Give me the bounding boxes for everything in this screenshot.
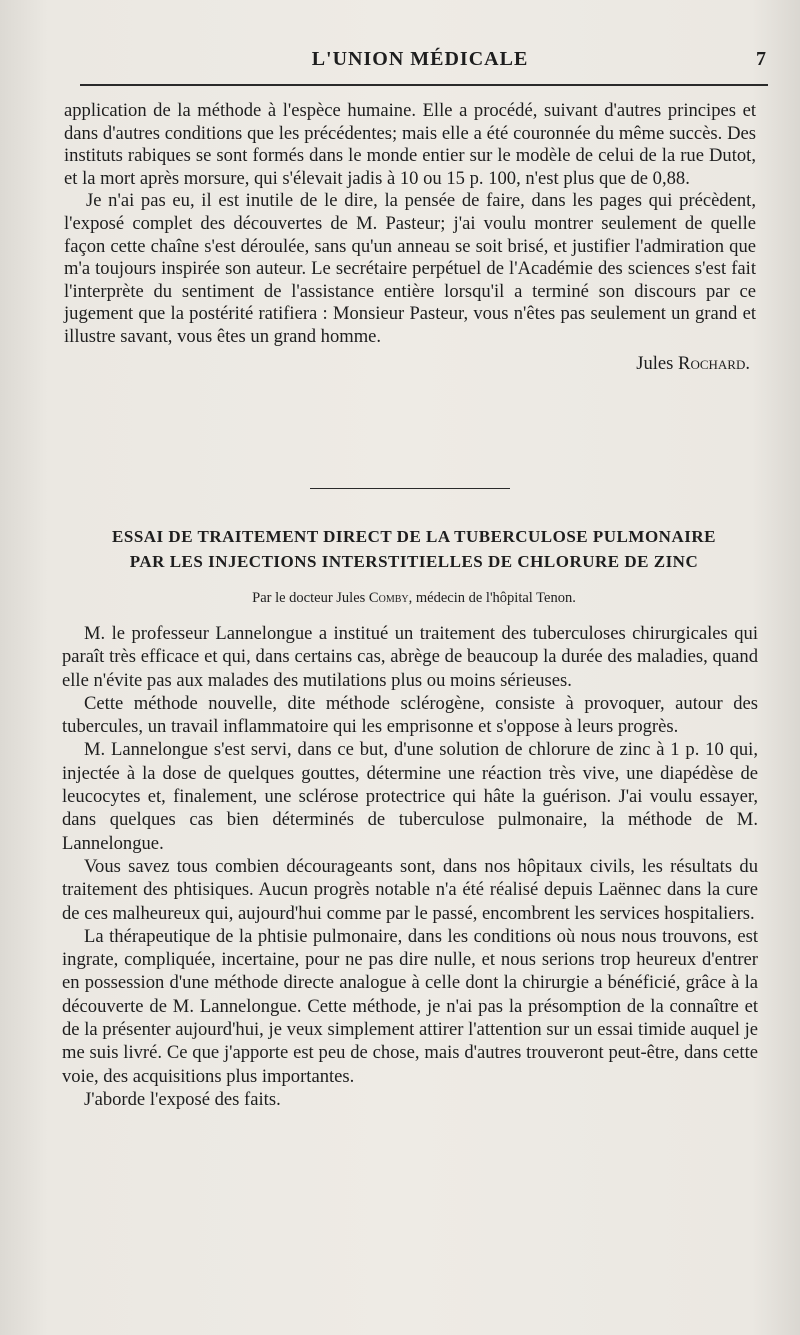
byline-suffix: , médecin de l'hôpital Tenon. — [408, 590, 576, 606]
author-signature — [64, 353, 756, 376]
section-divider — [310, 488, 510, 489]
signature-last-name: Rochard. — [678, 352, 750, 374]
signature-first-name: Jules — [636, 352, 674, 374]
paragraph: Je n'ai pas eu, il est inutile de le dire, la pensée de faire, dans les pages qui précèdent, l'exposé complet des découvertes de M. Pasteur; j'ai voulu montrer seulement de quelle façon cette chaîne s'est déroulée, sans qu'un anneau se soit brisé, et justifier l'admiration que m'a toujours inspirée son auteur. Le secrétaire perpétuel de l'Académie des sciences s'est fait l'interprète du sentiment de l'assistance entière lorsqu'il a terminé son discours par ce jugement que la postérité ratifiera : Monsieur Pasteur, vous n'êtes pas seulement un grand et illustre savant, vous êtes un grand homme. — [64, 190, 756, 347]
running-title: L'UNION MÉDICALE — [311, 48, 529, 70]
article-title-line-2: PAR LES INJECTIONS INTERSTITIELLES DE CHLORURE DE ZINC — [129, 552, 699, 571]
header-rule — [80, 84, 768, 86]
page-number: 7 — [756, 48, 766, 70]
byline-author-name: Comby — [368, 590, 409, 606]
article-title — [60, 524, 768, 574]
paragraph: Vous savez tous combien décourageants sont, dans nos hôpitaux civils, les résultats du traitement des phtisiques. Aucun progrès notable n'a été réalisé depuis Laënnec dans la cure de ces malheureux qui, aujourd'hui comme par le passé, encombrent les services hospitaliers. — [62, 855, 758, 924]
paragraph: application de la méthode à l'espèce humaine. Elle a procédé, suivant d'autres principes et dans d'autres conditions que les précédentes; mais elle a été couronnée du même succès. Des instituts rabiques se sont formés dans le monde entier sur le modèle de celui de la rue Dutot, et la mort après morsure, qui s'élevait jadis à 10 ou 15 p. 100, n'est plus que de 0,88. — [64, 100, 756, 189]
paragraph: Cette méthode nouvelle, dite méthode sclérogène, consiste à provoquer, autour des tubercules, un travail inflammatoire qui les emprisonne et s'oppose à leurs progrès. — [62, 692, 758, 738]
paragraph: M. Lannelongue s'est servi, dans ce but, d'une solution de chlorure de zinc à 1 p. 10 qui, injectée à la dose de quelques gouttes, détermine une réaction très vive, une diapédèse de leucocytes et, finalement, une sclérose protectrice qui hâte la guérison. J'ai voulu essayer, dans quelques cas bien déterminés de tuberculose pulmonaire, la méthode de M. Lannelongue. — [62, 739, 758, 854]
paragraph: La thérapeutique de la phtisie pulmonaire, dans les conditions où nous nous trouvons, est ingrate, compliquée, incertaine, pour ne pas dire nulle, et nous serions trop heureux d'entrer en possession d'une méthode directe analogue à celle dont la chirurgie a bénéficié, grâce à la découverte de M. Lannelongue. Cette méthode, je n'ai pas la présomption de la connaître et de la présenter aujourd'hui, je veux simplement attirer l'attention sur un essai timide auquel je me suis livré. Ce que j'apporte est peu de chose, mais d'autres trouveront peut-être, dans cette voie, des acquisitions plus importantes. — [62, 925, 758, 1087]
article-text — [62, 622, 758, 1111]
running-head — [70, 48, 770, 78]
byline — [60, 590, 768, 607]
paragraph: J'aborde l'exposé des faits. — [84, 1088, 281, 1110]
byline-prefix: Par le docteur Jules — [252, 590, 366, 606]
paragraph: M. le professeur Lannelongue a institué un traitement des tuberculoses chirurgicales qui paraît très efficace et qui, dans certains cas, abrège de beaucoup la durée des maladies, quand elle n'évite pas aux malades des mutilations plus ou moins sérieuses. — [62, 623, 758, 691]
previous-article-text — [64, 100, 756, 375]
article-title-line-1: ESSAI DE TRAITEMENT DIRECT DE LA TUBERCULOSE PULMONAIRE — [112, 527, 716, 546]
